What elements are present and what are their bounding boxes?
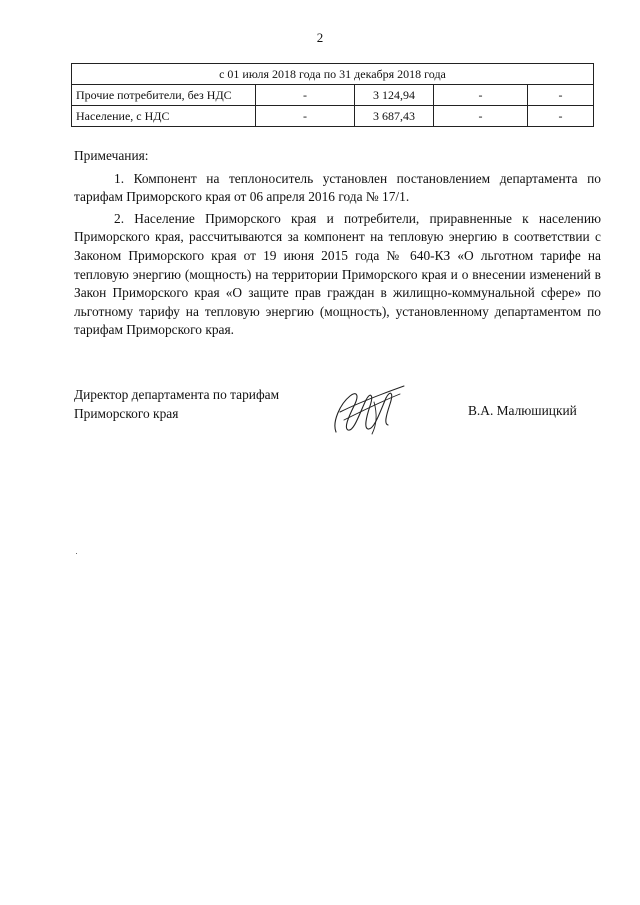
tariff-table — [71, 63, 594, 127]
value-cell: - — [434, 85, 528, 106]
consumer-cell: Население, с НДС — [72, 106, 256, 127]
director-position — [74, 385, 279, 423]
note-item-2: 2. Население Приморского края и потребители, приравненные к населению Приморского края, рассчитываются за компонент на тепловую энергию в соответствии с Законом Приморского края от 19 июня 2015 года № 640-КЗ «О льготном тарифе на тепловую энергию (мощность) на территории Приморского края и о внесении изменений в Закон Приморского края «О защите прав граждан в жилищно-коммунальной сфере» по льготному тарифу на тепловую энергию (мощность), установленному департаментом по тарифам Приморского края. — [74, 210, 601, 338]
value-cell: - — [528, 106, 594, 127]
period-cell: с 01 июля 2018 года по 31 декабря 2018 года — [72, 64, 594, 85]
value-cell: - — [528, 85, 594, 106]
table-period-row — [72, 64, 594, 85]
table-row — [72, 85, 594, 106]
consumer-cell: Прочие потребители, без НДС — [72, 85, 256, 106]
signer-name: В.А. Малюшицкий — [468, 403, 577, 418]
director-position-line-1: Директор департамента по тарифам — [74, 387, 280, 402]
scan-speck — [76, 553, 77, 554]
note-item-1: 1. Компонент на теплоноситель установлен постановлением департамента по тарифам Приморского края от 06 апреля 2016 года № 17/1. — [74, 170, 601, 205]
notes-title: Примечания: — [74, 148, 149, 163]
page-number: 2 — [316, 30, 324, 45]
value-cell: - — [434, 106, 528, 127]
director-position-line-2: Приморского края — [74, 406, 179, 421]
handwritten-signature — [330, 382, 408, 442]
notes-section — [74, 147, 601, 340]
value-cell: - — [256, 106, 355, 127]
value-cell: 3 687,43 — [355, 106, 434, 127]
value-cell: - — [256, 85, 355, 106]
table-row — [72, 106, 594, 127]
value-cell: 3 124,94 — [355, 85, 434, 106]
